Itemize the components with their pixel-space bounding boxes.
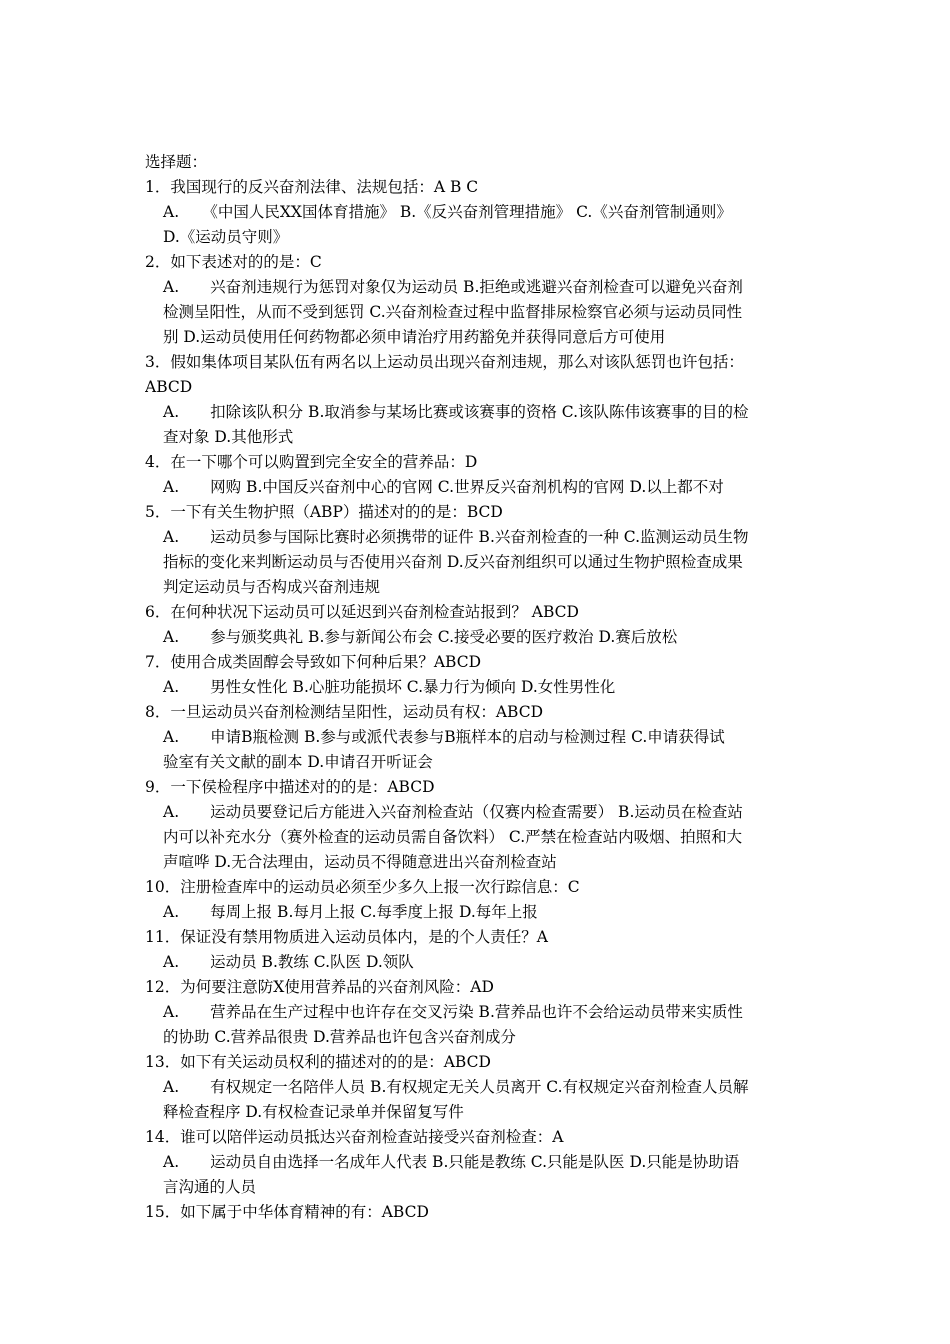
question-line: 5．一下有关生物护照（ABP）描述对的的是：BCD xyxy=(145,503,503,521)
options-line: A. 运动员自由选择一名成年人代表 B.只能是教练 C.只能是队医 D.只能是协助语 xyxy=(163,1153,740,1171)
question-list xyxy=(145,150,815,1225)
options-line: A. 运动员要登记后方能进入兴奋剂检查站（仅赛内检查需要） B.运动员在检查站 xyxy=(163,803,743,821)
question-line: 7．使用合成类固醇会导致如下何种后果？ABCD xyxy=(145,653,482,671)
options-continuation-line: 查对象 D.其他形式 xyxy=(163,428,294,446)
question-line: 14．谁可以陪伴运动员抵达兴奋剂检查站接受兴奋剂检查：A xyxy=(145,1128,564,1146)
options-line: A. 男性女性化 B.心脏功能损坏 C.暴力行为倾向 D.女性男性化 xyxy=(163,678,616,696)
question-line: 9．一下侯检程序中描述对的的是：ABCD xyxy=(145,778,435,796)
question-line: 1．我国现行的反兴奋剂法律、法规包括：A B C xyxy=(145,178,479,196)
question-line: 8．一旦运动员兴奋剂检测结呈阳性，运动员有权：ABCD xyxy=(145,703,544,721)
question-line: 10．注册检查库中的运动员必须至少多久上报一次行踪信息：C xyxy=(145,878,580,896)
question-line: ABCD xyxy=(145,378,193,396)
options-continuation-line: 释检查程序 D.有权检查记录单并保留复写件 xyxy=(163,1103,464,1121)
question-line: 4．在一下哪个可以购置到完全安全的营养品：D xyxy=(145,453,478,471)
options-line: A. 申请B瓶检测 B.参与或派代表参与B瓶样本的启动与检测过程 C.申请获得试 xyxy=(163,728,725,746)
options-continuation-line: 检测呈阳性，从而不受到惩罚 C.兴奋剂检查过程中监督排尿检察官必须与运动员同性 xyxy=(163,303,743,321)
options-line: A. 有权规定一名陪伴人员 B.有权规定无关人员离开 C.有权规定兴奋剂检查人员解 xyxy=(163,1078,749,1096)
question-line: 13．如下有关运动员权利的描述对的的是：ABCD xyxy=(145,1053,491,1071)
question-line: 2．如下表述对的的是：C xyxy=(145,253,322,271)
options-line: A. 网购 B.中国反兴奋剂中心的官网 C.世界反兴奋剂机构的官网 D.以上都不对 xyxy=(163,478,724,496)
options-continuation-line: 内可以补充水分（赛外检查的运动员需自备饮料） C.严禁在检查站内吸烟、拍照和大 xyxy=(163,828,743,846)
options-continuation-line: 验室有关文献的副本 D.申请召开听证会 xyxy=(163,753,433,771)
question-line: 6．在何种状况下运动员可以延迟到兴奋剂检查站报到？ ABCD xyxy=(145,603,579,621)
question-line: 12．为何要注意防X使用营养品的兴奋剂风险：AD xyxy=(145,978,494,996)
options-line: A. 运动员参与国际比赛时必须携带的证件 B.兴奋剂检查的一种 C.监测运动员生物 xyxy=(163,528,749,546)
options-line: A. 参与颁奖典礼 B.参与新闻公布会 C.接受必要的医疗救治 D.赛后放松 xyxy=(163,628,678,646)
options-continuation-line: 别 D.运动员使用任何药物都必须申请治疗用药豁免并获得同意后方可使用 xyxy=(163,328,666,346)
options-line: A. 扣除该队积分 B.取消参与某场比赛或该赛事的资格 C.该队陈伟该赛事的目的检 xyxy=(163,403,749,421)
options-continuation-line: 的协助 C.营养品很贵 D.营养品也许包含兴奋剂成分 xyxy=(163,1028,516,1046)
options-line: A. 兴奋剂违规行为惩罚对象仅为运动员 B.拒绝或逃避兴奋剂检查可以避免兴奋剂 xyxy=(163,278,743,296)
question-line: 3．假如集体项目某队伍有两名以上运动员出现兴奋剂违规，那么对该队惩罚也许包括： xyxy=(145,353,744,371)
section-heading: 选择题： xyxy=(145,153,208,171)
question-line: 15．如下属于中华体育精神的有：ABCD xyxy=(145,1203,429,1221)
options-line: A. 营养品在生产过程中也许存在交叉污染 B.营养品也许不会给运动员带来实质性 xyxy=(163,1003,743,1021)
options-line: A. 每周上报 B.每月上报 C.每季度上报 D.每年上报 xyxy=(163,903,538,921)
options-line: A. 《中国人民XX国体育措施》 B.《反兴奋剂管理措施》 C.《兴奋剂管制通则》 xyxy=(163,203,732,221)
options-continuation-line: 言沟通的人员 xyxy=(163,1178,257,1196)
question-line: 11．保证没有禁用物质进入运动员体内，是的个人责任？A xyxy=(145,928,548,946)
options-continuation-line: 判定运动员与否构成兴奋剂违规 xyxy=(163,578,381,596)
options-continuation-line: 指标的变化来判断运动员与否使用兴奋剂 D.反兴奋剂组织可以通过生物护照检查成果 xyxy=(163,553,743,571)
options-line: A. 运动员 B.教练 C.队医 D.领队 xyxy=(163,953,414,971)
options-continuation-line: D.《运动员守则》 xyxy=(163,228,289,246)
options-continuation-line: 声喧哗 D.无合法理由，运动员不得随意进出兴奋剂检查站 xyxy=(163,853,557,871)
